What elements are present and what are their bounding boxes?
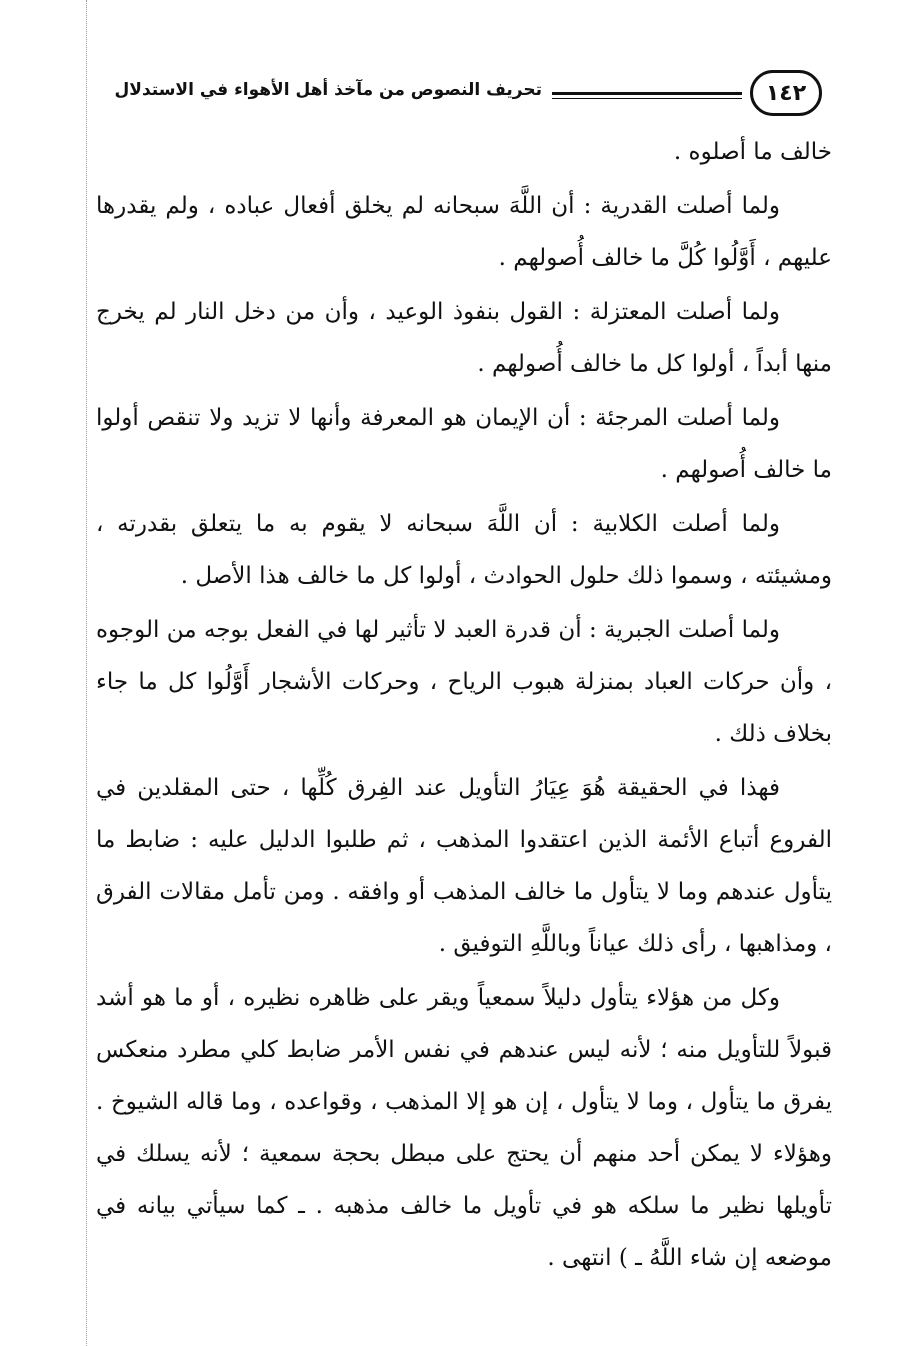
running-header-title: تحريف النصوص من مآخذ أهل الأهواء في الاستدلال (114, 80, 542, 100)
body-text (96, 126, 832, 1284)
page-number-badge: ١٤٢ (750, 70, 822, 116)
header-double-rule (552, 92, 742, 99)
paragraph-conclusion: وكل من هؤلاء يتأول دليلاً سمعياً ويقر على ظاهره نظيره ، أو ما هو أشد قبولاً للتأويل منه ؛ لأنه ليس عندهم في نفس الأمر ضابط كلي مطرد منعكس يفرق ما يتأول ، وما لا يتأول ، إن هو إلا المذهب ، وقواعده ، وما قاله الشيوخ . وهؤلاء لا يمكن أحد منهم أن يحتج على مبطل بحجة سمعية ؛ لأنه يسلك في تأويلها نظير ما سلكه هو في تأويل ما خالف مذهبه . ـ كما سيأتي بيانه في موضعه إن شاء اللَّهُ ـ ) انتهى . (96, 985, 833, 1271)
paragraph-mutazila: ولما أصلت المعتزلة : القول بنفوذ الوعيد ، وأن من دخل النار لم يخرج منها أبداً ، أولوا كل ما خالف أُصولهم . (96, 299, 832, 377)
page-header (96, 66, 832, 124)
paragraph-qadariyya: ولما أصلت القدرية : أن اللَّهَ سبحانه لم يخلق أفعال عباده ، ولم يقدرها عليهم ، أَوَّلُوا كُلَّ ما خالف أُصولهم . (96, 193, 832, 271)
paragraph-kullabiyya: ولما أصلت الكلابية : أن اللَّهَ سبحانه لا يقوم به ما يتعلق بقدرته ، ومشيئته ، وسموا ذلك حلول الحوادث ، أولوا كل ما خالف هذا الأصل . (96, 511, 832, 589)
paragraph-murjia: ولما أصلت المرجئة : أن الإيمان هو المعرفة وأنها لا تزيد ولا تنقص أولوا ما خالف أُصولهم . (96, 405, 832, 483)
paragraph-continuation: خالف ما أصلوه . (673, 139, 832, 165)
scan-edge-line (86, 0, 87, 1346)
paragraph-jabriyya: ولما أصلت الجبرية : أن قدرة العبد لا تأثير لها في الفعل بوجه من الوجوه ، وأن حركات العباد بمنزلة هبوب الرياح ، وحركات الأشجار أَوَّلُوا كل ما جاء بخلاف ذلك . (96, 617, 832, 747)
paragraph-tawil-standard: فهذا في الحقيقة هُوَ عِيَارُ التأويل عند الفِرق كُلِّها ، حتى المقلدين في الفروع أتباع الأئمة الذين اعتقدوا المذهب ، ثم طلبوا الدليل عليه : ضابط ما يتأول عندهم وما لا يتأول ما خالف المذهب أو وافقه . ومن تأمل مقالات الفرق ، ومذاهبها ، رأى ذلك عياناً وباللَّهِ التوفيق . (96, 775, 832, 957)
